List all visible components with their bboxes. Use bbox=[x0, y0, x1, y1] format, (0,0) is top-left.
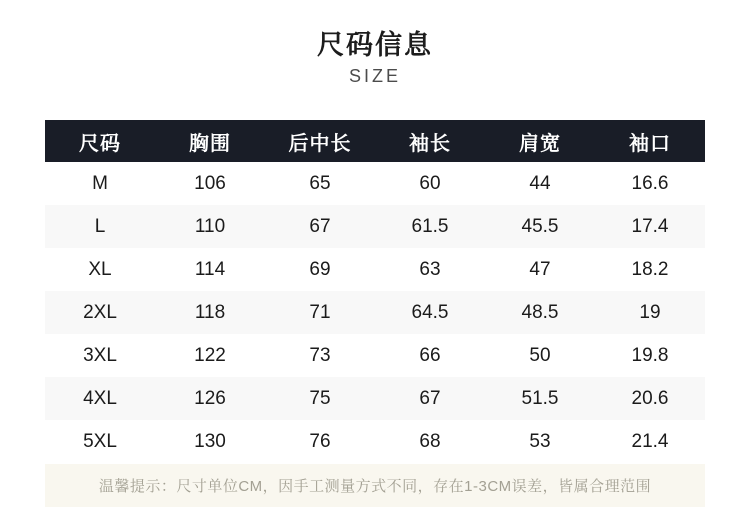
page-subtitle: SIZE bbox=[348, 66, 401, 87]
table-row-4XL bbox=[45, 377, 705, 420]
size-table bbox=[45, 120, 705, 463]
table-cell: 19 bbox=[639, 301, 661, 323]
table-row-5XL bbox=[45, 420, 705, 463]
page-title: 尺码信息 bbox=[317, 30, 433, 60]
column-header: 肩宽 bbox=[519, 132, 561, 155]
table-cell: 51.5 bbox=[521, 387, 559, 409]
table-cell: 21.4 bbox=[631, 430, 669, 452]
table-cell: 67 bbox=[309, 215, 331, 237]
table-cell: 5XL bbox=[83, 430, 117, 452]
table-row-2XL bbox=[45, 291, 705, 334]
table-cell: 19.8 bbox=[631, 344, 669, 366]
table-cell: 48.5 bbox=[521, 301, 559, 323]
table-cell: 110 bbox=[194, 215, 226, 237]
table-row-XL bbox=[45, 248, 705, 291]
table-cell: 50 bbox=[529, 344, 551, 366]
table-cell: 73 bbox=[309, 344, 331, 366]
table-cell: 122 bbox=[194, 344, 226, 366]
table-cell: L bbox=[94, 215, 106, 237]
table-cell: 68 bbox=[419, 430, 441, 452]
size-table-header-row bbox=[45, 120, 705, 162]
column-header: 袖口 bbox=[629, 132, 671, 155]
table-cell: 44 bbox=[529, 172, 551, 194]
table-cell: 118 bbox=[194, 301, 226, 323]
table-cell: 3XL bbox=[83, 344, 117, 366]
table-cell: 75 bbox=[309, 387, 331, 409]
table-cell: 61.5 bbox=[411, 215, 449, 237]
table-cell: 76 bbox=[309, 430, 331, 452]
column-header: 袖长 bbox=[409, 132, 451, 155]
table-cell: 17.4 bbox=[631, 215, 669, 237]
table-cell: 66 bbox=[419, 344, 441, 366]
column-header: 后中长 bbox=[288, 132, 352, 155]
table-cell: 69 bbox=[309, 258, 331, 280]
size-chart-header bbox=[0, 0, 750, 87]
column-header: 胸围 bbox=[189, 132, 231, 155]
table-cell: 67 bbox=[419, 387, 441, 409]
table-cell: 114 bbox=[194, 258, 226, 280]
measurement-note-bar bbox=[45, 464, 705, 507]
size-table-body bbox=[45, 162, 705, 463]
table-cell: 60 bbox=[419, 172, 441, 194]
table-cell: 18.2 bbox=[631, 258, 669, 280]
table-cell: 45.5 bbox=[521, 215, 559, 237]
table-row-3XL bbox=[45, 334, 705, 377]
table-row-L bbox=[45, 205, 705, 248]
table-cell: 53 bbox=[529, 430, 551, 452]
table-cell: 2XL bbox=[83, 301, 117, 323]
table-cell: XL bbox=[88, 258, 112, 280]
table-cell: 47 bbox=[529, 258, 551, 280]
table-cell: 16.6 bbox=[631, 172, 669, 194]
table-cell: 64.5 bbox=[411, 301, 449, 323]
table-cell: 130 bbox=[194, 430, 226, 452]
measurement-note-text: 温馨提示：尺寸单位CM，因手工测量方式不同，存在1-3CM误差，皆属合理范围 bbox=[98, 478, 652, 496]
table-cell: 126 bbox=[194, 387, 226, 409]
table-row-M bbox=[45, 162, 705, 205]
table-cell: 63 bbox=[419, 258, 441, 280]
table-cell: 20.6 bbox=[631, 387, 669, 409]
table-cell: 106 bbox=[194, 172, 226, 194]
table-cell: 71 bbox=[309, 301, 331, 323]
column-header: 尺码 bbox=[79, 132, 121, 155]
table-cell: M bbox=[92, 172, 108, 194]
table-cell: 4XL bbox=[83, 387, 117, 409]
table-cell: 65 bbox=[309, 172, 331, 194]
